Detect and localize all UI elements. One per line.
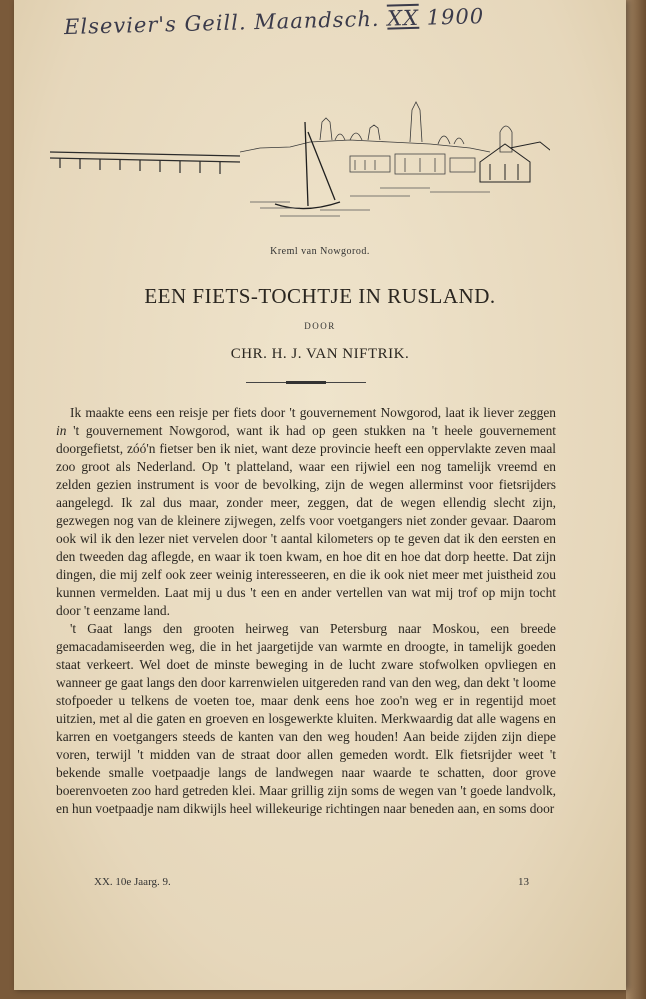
article-body — [56, 404, 556, 818]
handwritten-note-year: 1900 — [426, 4, 485, 30]
byline-label: DOOR — [304, 321, 336, 331]
handwritten-note — [64, 1, 604, 39]
title-rule-center — [286, 381, 326, 384]
paragraph-1 — [56, 404, 556, 620]
document-page — [14, 0, 626, 990]
paragraph-1-emphasis: in — [56, 423, 67, 438]
kremlin-illustration — [50, 92, 550, 224]
book-spine — [626, 0, 646, 999]
footer-signature: XX. 10e Jaarg. 9. — [94, 876, 171, 888]
article-author: CHR. H. J. VAN NIFTRIK. — [230, 346, 410, 362]
page-number: 13 — [518, 876, 529, 888]
article-title: EEN FIETS-TOCHTJE IN RUSLAND. — [144, 284, 496, 308]
paragraph-1-b: 't gouvernement Nowgorod, want ik had op geen stukken na 't heele gouvernement doorgefietst, zóó'n fietser ben ik niet, want deze provincie heeft een oppervlakte zeven maal zoo groot als Nederland. Op 't platteland, waar een rijwiel een nog tamelijk vreemd en zelden gezien instrument is voor de bevolking, zijn de wegen allerminst voor fietsrijders aangelegd. Ik zal dus maar, zonder meer, zeggen, dat de wegen ellendig slecht zijn, gezwegen nog van de kleinere zijwegen, zelfs voor voetgangers niet zonder gevaar. Daarom ook wil ik den lezer niet vervelen door 't aantal kilometers op te geven dat ik den eersten en den tweeden dag aflegde, en waar ik toen kwam, en hoe dit en hoe dat dorp heette. Dat zijn dingen, die mij zelf ook zeer weinig interesseeren, en die ik ook niet meer met juistheid zou kunnen vermelden. Laat mij u dus 't een en ander vertellen van wat mij trof op mijn tocht door 't eenzame land. — [56, 423, 556, 618]
illustration-caption: Kreml van Nowgorod. — [270, 246, 370, 257]
paragraph-2: 't Gaat langs den grooten heirweg van Petersburg naar Moskou, een breede gemacadamiseerden weg, die in het jaargetijde van warmte en droogte, in tamelijk goeden staat verkeert. Wel doet de minste beweging in de lucht zware stofwolken opvliegen en wanneer ge gaat langs den door karrenwielen uitgereden rand van den weg, dan dekt 't loome stofpoeder u telkens de voeten toe, maar denk eens hoe zoo'n weg er in regentijd moet uitzien, met al die gaten en groeven en losgewerkte kluiten. Merkwaardig dat alle wagens en karren en voetgangers steeds de kanten van den weg houden! Aan beide zijden zijn diepe voren, terwijl 't midden van de straat door allen gemeden wordt. Elk fietsrijder weet 't bekende smalle voetpaadje langs de landwegen naar waarde te schatten, door grove boerenvoeten zoo hard getreden klei. Maar grillig zijn soms de wegen van 't goede landvolk, en hun voetpaadje nam dikwijls heel willekeurige richtingen naar beneden aan, en soms door — [56, 621, 556, 816]
paragraph-1-a: Ik maakte eens een reisje per fiets door 't gouvernement Nowgorod, laat ik liever zeggen — [70, 405, 556, 420]
handwritten-note-roman: XX — [386, 5, 420, 31]
handwritten-note-text: Elsevier's Geill. Maandsch. — [63, 6, 380, 40]
